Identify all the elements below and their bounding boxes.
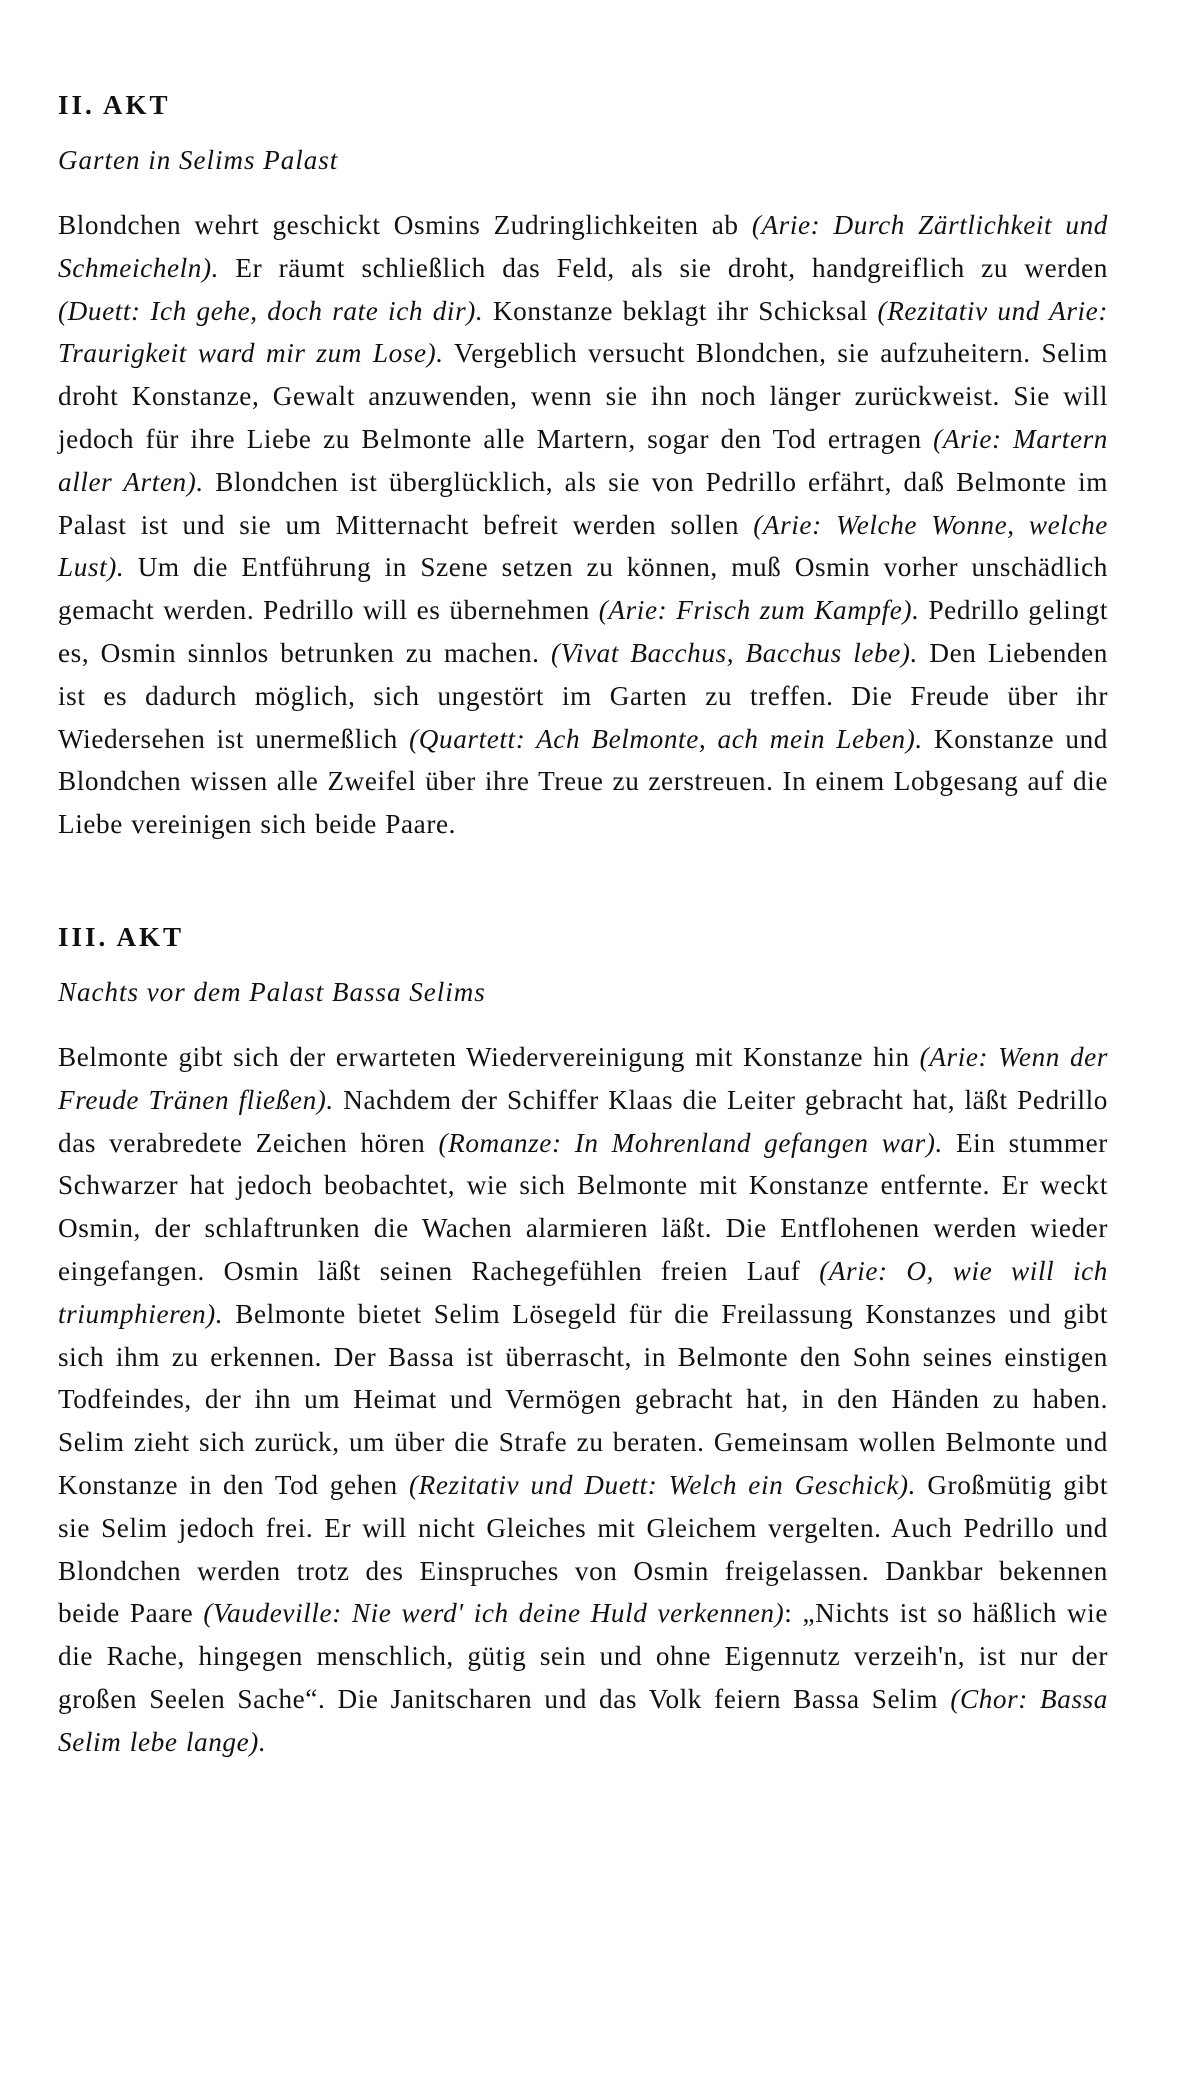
musical-number-reference: (Arie: Welche Wonne, welche Lust). [58,509,1108,583]
text-run: Konstanze und Blondchen wissen alle Zweifel über ihre Treue zu zerstreuen. In einem Lobgesang auf die Liebe vereinigen sich beide Paare. [58,723,1108,840]
text-run: Vergeblich versucht Blondchen, sie aufzuheitern. Selim droht Konstanze, Gewalt anzuwenden, wenn sie ihn noch länger zurückweist. Sie will jedoch für ihre Liebe zu Belmonte alle Martern, sogar den Tod ertragen [58,338,1108,454]
musical-number-reference: (Arie: Durch Zärtlichkeit und Schmeicheln). [58,210,1108,283]
act-heading: II. AKT [58,90,171,120]
text-run: Pedrillo gelingt es, Osmin sinnlos betrunken zu machen. [58,595,1108,668]
musical-number-reference: (Chor: Bassa Selim lebe lange). [58,1683,1108,1757]
musical-number-reference: (Rezitativ und Arie: Traurigkeit ward mir zum Lose). [58,295,1108,369]
text-run: Großmütig gibt sie Selim jedoch frei. Er will nicht Gleiches mit Gleichem vergelten. Auch Pedrillo und Blondchen werden trotz des Einspruches von Osmin freigelassen. Dankbar bekennen beide Paare [58,1469,1108,1629]
text-run: Er räumt schließlich das Feld, als sie droht, handgreiflich zu werden [219,252,1108,283]
act-3-section [58,921,1109,1764]
text-run: Blondchen ist überglücklich, als sie von Pedrillo erfährt, daß Belmonte im Palast ist und sie um Mitternacht befreit werden sollen [58,466,1108,540]
text-run: : „Nichts ist so häßlich wie die Rache, hingegen menschlich, gütig sein und ohne Eigennutz verzeih'n, ist nur der großen Seelen Sache“. Die Janitscharen und das Volk feiern Bassa Selim [58,1598,1109,1714]
scene-title: Garten in Selims Palast [58,145,339,175]
text-run: Ein stummer Schwarzer hat jedoch beobachtet, wie sich Belmonte mit Konstanze entfernte. Er weckt Osmin, der schlaftrunken die Wachen alarmieren läßt. Die Entflohenen werden wieder eingefangen. Osmin läßt seinen Rachegefühlen freien Lauf [58,1127,1108,1286]
text-run: Nachdem der Schiffer Klaas die Leiter gebracht hat, läßt Pedrillo das verabredete Zeichen hören [58,1084,1108,1158]
text-run: Konstanze beklagt ihr Schicksal [483,295,878,326]
musical-number-reference: (Arie: Frisch zum Kampfe). [598,595,920,626]
musical-number-reference: (Rezitativ und Duett: Welch ein Geschick). [409,1469,917,1500]
musical-number-reference: (Vaudeville: Nie werd' ich deine Huld verkennen) [203,1598,785,1629]
musical-number-reference: (Quartett: Ach Belmonte, ach mein Leben). [409,723,923,754]
text-run: Um die Entführung in Szene setzen zu können, muß Osmin vorher unschädlich gemacht werden. Pedrillo will es übernehmen [58,552,1108,626]
musical-number-reference: (Arie: Wenn der Freude Tränen fließen). [58,1041,1108,1115]
musical-number-reference: (Arie: O, wie will ich triumphieren). [58,1255,1108,1329]
text-run: Den Liebenden ist es dadurch möglich, sich ungestört im Garten zu treffen. Die Freude über ihr Wiedersehen ist unermeßlich [58,637,1109,754]
musical-number-reference: (Arie: Martern aller Arten). [58,423,1108,497]
text-run: Belmonte gibt sich der erwarteten Wiedervereinigung mit Konstanze hin [58,1041,920,1072]
text-run: Belmonte bietet Selim Lösegeld für die Freilassung Konstanzes und gibt sich ihm zu erkennen. Der Bassa ist überrascht, in Belmonte den Sohn seines einstigen Todfeindes, der ihn um Heimat und Vermögen gebracht hat, in den Händen zu haben. Selim zieht sich zurück, um über die Strafe zu beraten. Gemeinsam wollen Belmonte und Konstanze in den Tod gehen [58,1298,1108,1500]
synopsis-paragraph [58,1036,1108,1764]
musical-number-reference: (Duett: Ich gehe, doch rate ich dir). [58,295,484,326]
scene-title: Nachts vor dem Palast Bassa Selims [58,976,486,1007]
synopsis-paragraph [58,204,1108,846]
act-heading: III. AKT [58,921,185,952]
document-page [58,92,1108,1764]
musical-number-reference: (Vivat Bacchus, Bacchus lebe). [550,637,918,668]
musical-number-reference: (Romanze: In Mohrenland gefangen war). [438,1127,943,1158]
text-run: Blondchen wehrt geschickt Osmins Zudringlichkeiten ab [58,210,752,240]
act-2-section [58,92,1108,846]
